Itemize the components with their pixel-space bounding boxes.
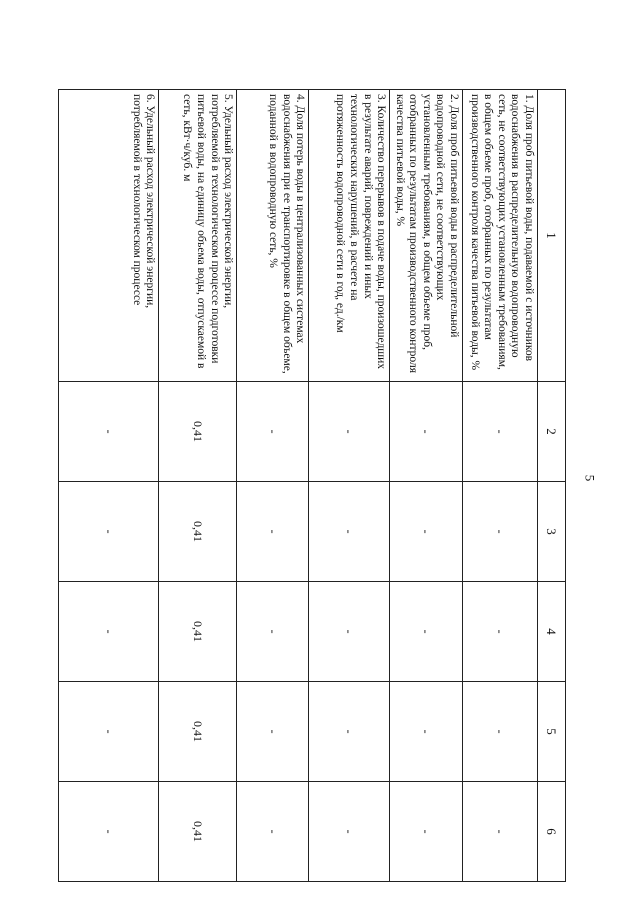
- column-header: 3: [538, 482, 566, 582]
- table-cell: -: [309, 482, 390, 582]
- table-cell: 0,41: [159, 382, 237, 482]
- indicator-label: 5. Удельный расход электрической энергии, потребляемой в технологическом процессе подготовки питьевой воды, на единицу объема воды, отпускаемой в сеть, кВт·ч/куб. м: [159, 90, 237, 382]
- column-header: 4: [538, 582, 566, 682]
- table-cell: -: [390, 482, 463, 582]
- indicator-label: 6. Удельный расход электрической энергии, потребляемой в технологическом процессе: [59, 90, 159, 382]
- column-header: 2: [538, 382, 566, 482]
- table-cell: -: [309, 382, 390, 482]
- table-cell: -: [59, 782, 159, 882]
- table-row: [59, 90, 159, 882]
- table-cell: -: [463, 482, 538, 582]
- table-header-row: [538, 90, 566, 882]
- table-cell: -: [237, 582, 309, 682]
- column-header: 6: [538, 782, 566, 882]
- table-cell: -: [237, 782, 309, 882]
- table-cell: -: [390, 582, 463, 682]
- table-cell: -: [59, 682, 159, 782]
- table-cell: -: [390, 782, 463, 882]
- table-cell: -: [237, 682, 309, 782]
- table-cell: -: [463, 682, 538, 782]
- table-row: [309, 90, 390, 882]
- indicator-label: 3. Количество перерывов в подаче воды, произошедших в результате аварий, повреждений и иных технологических нарушений, в расчете на протяженность водопроводной сети в год, ед./км: [309, 90, 390, 382]
- table-cell: -: [390, 682, 463, 782]
- column-header: 5: [538, 682, 566, 782]
- indicators-table: [58, 89, 566, 882]
- table-cell: 0,41: [159, 682, 237, 782]
- table-cell: -: [59, 582, 159, 682]
- table-row: [463, 90, 538, 882]
- rotated-table-frame: [60, 89, 566, 881]
- table-cell: -: [309, 582, 390, 682]
- table-cell: -: [390, 382, 463, 482]
- table-cell: -: [237, 482, 309, 582]
- column-header: 1: [538, 90, 566, 382]
- table-row: [390, 90, 463, 882]
- table-cell: 0,41: [159, 782, 237, 882]
- table-cell: -: [309, 782, 390, 882]
- table-cell: -: [59, 482, 159, 582]
- indicator-label: 4. Доля потерь воды в централизованных системах водоснабжения при ее транспортировке в общем объеме, поданной в водопроводную сеть, %: [237, 90, 309, 382]
- table-cell: -: [463, 582, 538, 682]
- table-cell: -: [237, 382, 309, 482]
- indicator-label: 1. Доля проб питьевой воды, подаваемой с источников водоснабжения в распределительную водопроводную сеть, не соответствующих установленным требованиям, в общем объеме проб, отобранных по результатам производственного контроля качества питьевой воды, %: [463, 90, 538, 382]
- table-cell: -: [463, 382, 538, 482]
- table-cell: 0,41: [159, 482, 237, 582]
- table-cell: -: [59, 382, 159, 482]
- table-row: [237, 90, 309, 882]
- indicator-label: 2. Доля проб питьевой воды в распределительной водопроводной сети, не соответствующих установленным требованиям, в общем объеме проб, отобранных по результатам производственного контроля качества питьевой воды, %: [390, 90, 463, 382]
- table-row: [159, 90, 237, 882]
- page-number: 5: [582, 474, 598, 482]
- table-cell: -: [463, 782, 538, 882]
- table-cell: 0,41: [159, 582, 237, 682]
- table-cell: -: [309, 682, 390, 782]
